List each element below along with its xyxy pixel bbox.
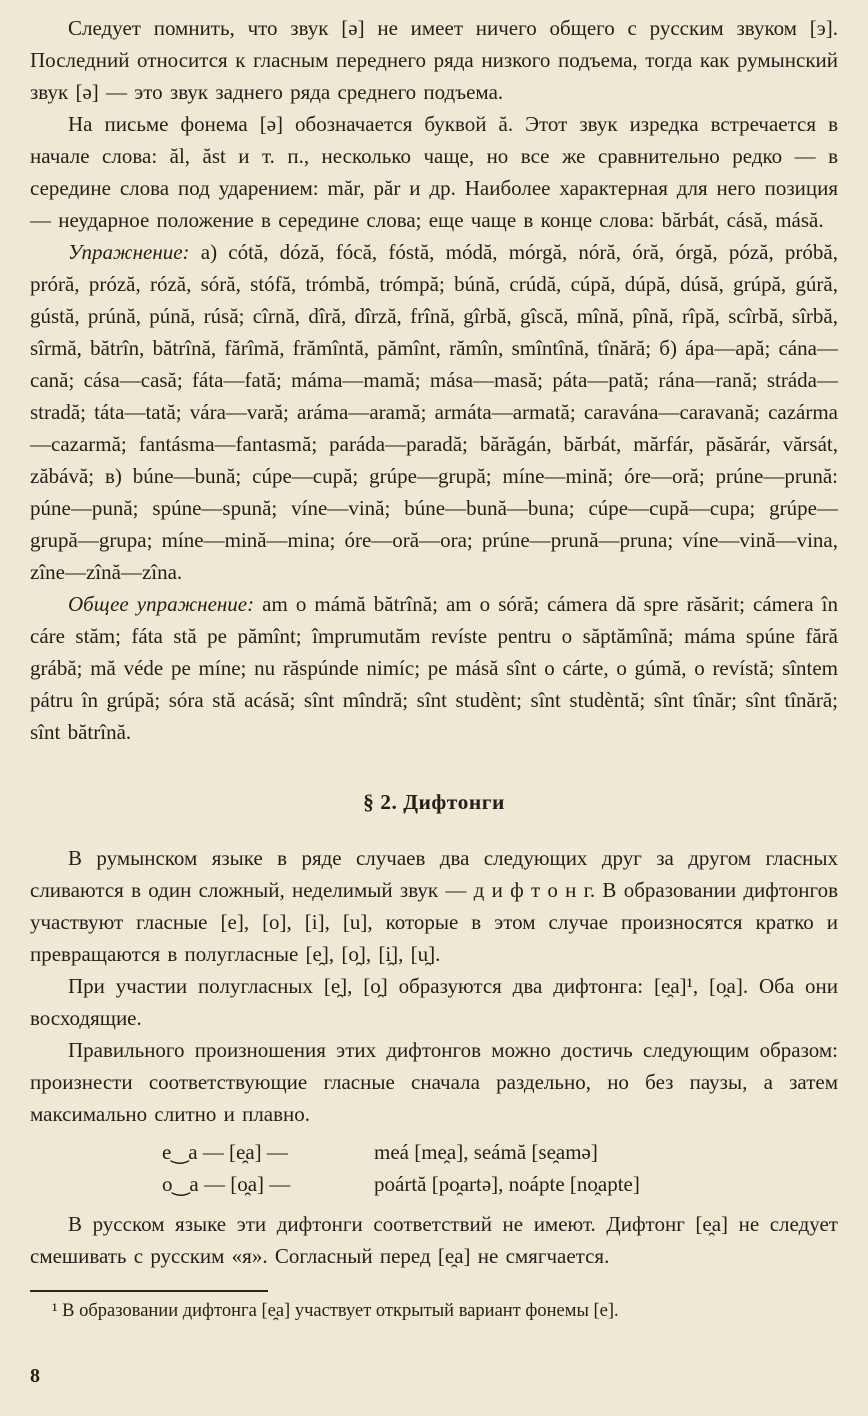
general-exercise-label: Общее упражнение: [68, 592, 263, 616]
general-exercise-paragraph [30, 588, 838, 748]
section-heading: § 2. Дифтонги [363, 790, 505, 814]
paragraph-diphthong-types: При участии полугласных [e̯], [o̯] образуются два дифтонга: [e̯a]¹, [o̯a]. Оба они восходящие. [30, 974, 838, 1030]
page-number: 8 [30, 1365, 40, 1387]
diphthong-formula: e‿a — [e̯a] — [162, 1140, 288, 1164]
general-exercise-text: am o mámă bătrînă; am o sóră; cámera dă spre răsărit; cámera în cáre stăm; fáta stă pe pămînt; împrumutăm revíste pentru o săptămînă; máma spúne fără grábă; mă véde pe míne; nu răspúnde nimíc; pe másă sînt o cárte, o gúmă, o revístă; sîntem pátru în grúpă; sóra stă acásă; sînt mîndră; sînt studènt; sînt studèntă; sînt tînăr; sînt tînără; sînt bătrînă. [30, 592, 838, 744]
exercise-text: а) cótă, dóză, fócă, fóstă, módă, mórgă, nóră, óră, órgă, póză, próbă, próră, próză, róză, sóră, stófă, trómbă, trómpă; búnă, crúdă, cúpă, dúpă, dúsă, grúpă, gúră, gústă, prúnă, púnă, rúsă; cîrnă, dîră, dîrză, frînă, gîrbă, gîscă, mînă, pînă, rîpă, scîrbă, sîrbă, sîrmă, bătrîn, bătrînă, fărîmă, frămîntă, pămînt, rămîn, smîntînă, tînără; б) ápa—apă; cána—cană; cása—casă; fáta—fată; máma—mamă; mása—masă; páta—pată; rána—rană; stráda—stradă; táta—tată; vára—vară; aráma—aramă; armáta—armată; caravána—caravană; cazárma—cazarmă; fantásma—fantasmă; paráda—paradă; bărăgán, bărbát, mărfár, păsărár, vărsát, zăbávă; в) búne—bună; cúpe—cupă; grúpe—grupă; míne—mină; óre—oră; prúne—prună: púne—pună; spúne—spună; víne—vină; búne—bună—buna; cúpe—cupă—cupa; grúpe—grupă—grupa; míne—mină—mina; óre—oră—ora; prúne—prună—pruna; víne—vină—vina, zîne—zînă—zîna. [30, 240, 838, 584]
paragraph-schwa-intro: Следует помнить, что звук [ə] не имеет ничего общего с русским звуком [э]. Последний относится к гласным переднего ряда низкого подъема, тогда как румынский звук [ə] — это звук заднего ряда среднего подъема. [30, 16, 838, 104]
exercise-paragraph [30, 236, 838, 588]
diphthong-examples [162, 1136, 838, 1200]
footnote: ¹ В образовании дифтонга [e̯a] участвует открытый вариант фонемы [e]. [52, 1301, 619, 1321]
paragraph-schwa-spelling: На письме фонема [ə] обозначается буквой ă. Этот звук изредка встречается в начале слова: ăl, ăst и т. п., несколько чаще, но все же сравнительно редко — в середине слова под ударением: măr, păr и др. Наиболее характерная для него позиция — неударное положение в середине слова; еще чаще в конце слова: bărbát, cásă, másă. [30, 112, 838, 232]
footnote-rule [30, 1290, 268, 1292]
diphthong-formula: o‿a — [o̯a] — [162, 1172, 291, 1196]
diphthong-example-oa [162, 1168, 838, 1200]
paragraph-russian-comparison: В русском языке эти дифтонги соответствий не имеют. Дифтонг [e̯a] не следует смешивать с русским «я». Согласный перед [e̯a] не смягчается. [30, 1212, 838, 1268]
diphthong-words: meá [me̯a], seámă [se̯amə] [374, 1140, 598, 1164]
paragraph-diphthong-definition: В румынском языке в ряде случаев два следующих друг за другом гласных сливаются в один сложный, неделимый звук — д и ф т о н г. В образовании дифтонгов участвуют гласные [e], [o], [i], [u], которые в этом случае произносятся кратко и превращаются в полугласные [e̯], [o̯], [i̯], [u̯]. [30, 846, 838, 966]
diphthong-words: poártă [po̯artə], noápte [no̯apte] [374, 1172, 640, 1196]
diphthong-example-ea [162, 1136, 838, 1168]
paragraph-pronunciation-advice: Правильного произношения этих дифтонгов можно достичь следующим образом: произнести соответствующие гласные сначала раздельно, но без паузы, а затем максимально слитно и плавно. [30, 1038, 838, 1126]
exercise-label: Упражнение: [68, 240, 201, 264]
